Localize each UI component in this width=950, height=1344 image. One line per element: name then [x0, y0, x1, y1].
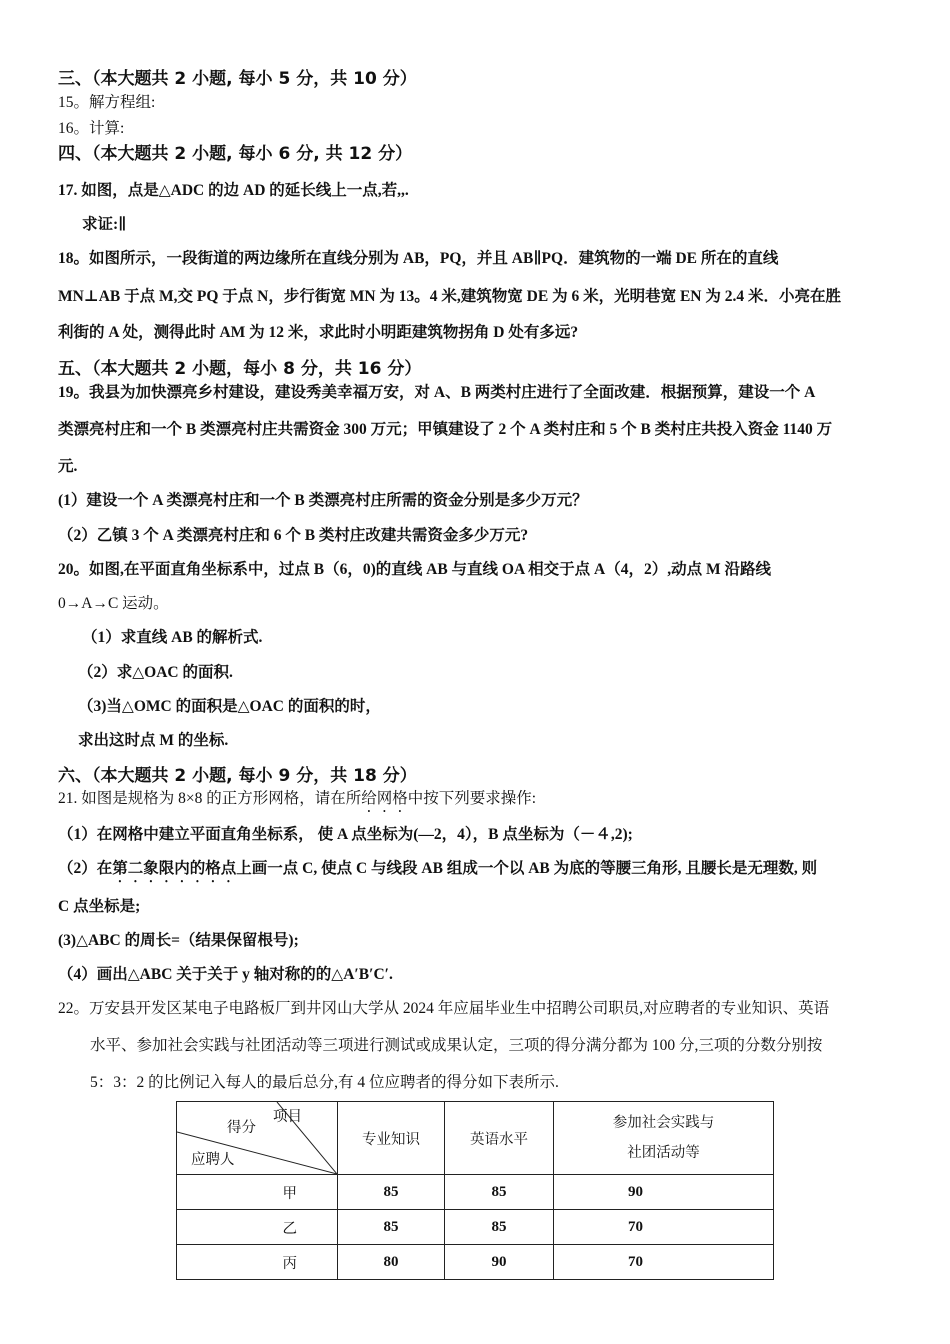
- cell-score: 85: [338, 1210, 445, 1245]
- question-19-line-1: 19。我县为加快漂亮乡村建设，建设秀美幸福万安，对 A、B 两类村庄进行了全面改建．根据预算，建设一个 A: [58, 384, 816, 401]
- question-19-sub-1: (1）建设一个 A 类漂亮村庄和一个 B 类漂亮村庄所需的资金分别是多少万元？: [58, 492, 588, 509]
- cell-score: 90: [554, 1175, 774, 1210]
- question-22-line-1: 22。万安县开发区某电子电路板厂到井冈山大学从 2024 年应届毕业生中招聘公司职员,对应聘者的专业知识、英语: [58, 1000, 830, 1017]
- question-20-line-2: 0→A→C 运动。: [58, 595, 169, 612]
- header-professional-knowledge: 专业知识: [338, 1102, 445, 1175]
- cell-score: 85: [445, 1210, 554, 1245]
- question-20-line-1: 20。如图,在平面直角坐标系中，过点 B（6，0)的直线 AB 与直线 OA 相交于点 A（4，2）,动点 M 沿路线: [58, 561, 772, 578]
- score-table: [176, 1101, 774, 1280]
- question-22-line-3: 5：3：2 的比例记入每人的最后总分,有 4 位应聘者的得分如下表所示.: [90, 1074, 559, 1091]
- header-social-practice: [554, 1102, 774, 1175]
- table-header-row: [177, 1102, 774, 1175]
- question-19-line-2: 类漂亮村庄和一个 B 类漂亮村庄共需资金 300 万元；甲镇建设了 2 个 A 类村庄和 5 个 B 类村庄共投入资金 1140 万: [58, 421, 833, 438]
- cell-score: 70: [554, 1245, 774, 1280]
- row-name: 乙: [177, 1210, 338, 1245]
- question-22-line-2: 水平、参加社会实践与社团活动等三项进行测试或成果认定，三项的得分满分都为 100 分,三项的分数分别按: [90, 1037, 823, 1054]
- question-18-line-1: 18。如图所示，一段街道的两边缘所在直线分别为 AB，PQ，并且 AB∥PQ．建筑物的一端 DE 所在的直线: [58, 250, 779, 267]
- section-3-title: 三、（本大题共 2 小题, 每小 5 分，共 10 分）: [58, 69, 417, 89]
- question-21-sub-2-emphasis: 第二象限内的格点: [112, 860, 237, 877]
- question-18-line-2: MN⊥AB 于点 M,交 PQ 于点 N，步行街宽 MN 为 13。4 米,建筑物宽 DE 为 6 米，光明巷宽 EN 为 2.4 米．小亮在胜: [58, 288, 841, 305]
- table-row: [177, 1245, 774, 1280]
- header-social-practice-line-1: 参加社会实践与: [612, 1115, 715, 1131]
- table-corner-cell: [177, 1102, 338, 1175]
- question-21-intro-c: 中按下列要求操作:: [407, 790, 537, 807]
- header-social-practice-line-2: 社团活动等: [627, 1145, 700, 1161]
- question-21-intro-emphasis: 给网格: [361, 790, 408, 807]
- question-17-line-2: 求证:∥: [82, 216, 127, 233]
- cell-score: 85: [338, 1175, 445, 1210]
- corner-label-project: 项目: [273, 1109, 302, 1125]
- question-21-sub-1: （1）在网格中建立平面直角坐标系， 使 A 点坐标为(—2，4），B 点坐标为（－４,2);: [58, 826, 633, 843]
- question-20-sub-1: （1）求直线 AB 的解析式.: [82, 629, 263, 646]
- row-name: 甲: [177, 1175, 338, 1210]
- question-20-sub-4: 求出这时点 M 的坐标.: [78, 732, 229, 749]
- question-19-sub-2: （2）乙镇 3 个 A 类漂亮村庄和 6 个 B 类村庄改建共需资金多少万元?: [58, 527, 529, 544]
- question-21-sub-2-a: （2）在: [58, 860, 113, 877]
- corner-label-applicant: 应聘人: [191, 1152, 235, 1168]
- question-21-sub-3: (3)△ABC 的周长=（结果保留根号);: [58, 932, 299, 949]
- question-15: 15。解方程组:: [58, 94, 156, 111]
- question-21-sub-2-c: 上画一点 C, 使点 C 与线段 AB 组成一个以 AB 为底的等腰三角形, 且腰长是无理数, 则: [236, 860, 818, 877]
- table-row: [177, 1175, 774, 1210]
- question-21-intro: [58, 786, 536, 816]
- question-21-sub-2: [58, 856, 817, 886]
- section-6-title: 六、（本大题共 2 小题, 每小 9 分，共 18 分）: [58, 766, 417, 786]
- question-19-line-3: 元.: [58, 458, 78, 475]
- cell-score: 80: [338, 1245, 445, 1280]
- question-18-line-3: 利街的 A 处，测得此时 AM 为 12 米，求此时小明距建筑物拐角 D 处有多远?: [58, 324, 579, 341]
- table-row: [177, 1210, 774, 1245]
- cell-score: 70: [554, 1210, 774, 1245]
- question-16: 16。计算:: [58, 120, 125, 137]
- question-21-sub-4: （4）画出△ABC 关于关于 y 轴对称的的△A′B′C′.: [58, 966, 393, 983]
- question-21-intro-a: 21. 如图是规格为 8×8 的正方形网格，请在所: [58, 790, 362, 807]
- cell-score: 90: [445, 1245, 554, 1280]
- cell-score: 85: [445, 1175, 554, 1210]
- question-17-line-1: 17. 如图，点是△ADC 的边 AD 的延长线上一点,若,,.: [58, 182, 409, 199]
- question-21-sub-2-cont: C 点坐标是;: [58, 898, 141, 915]
- section-5-title: 五、（本大题共 2 小题，每小 8 分，共 16 分）: [58, 359, 422, 379]
- row-name: 丙: [177, 1245, 338, 1280]
- question-20-sub-3: （3)当△OMC 的面积是△OAC 的面积的时，: [78, 698, 381, 715]
- question-20-sub-2: （2）求△OAC 的面积.: [78, 664, 233, 681]
- header-english-level: 英语水平: [445, 1102, 554, 1175]
- section-4-title: 四、（本大题共 2 小题, 每小 6 分, 共 12 分）: [58, 144, 413, 164]
- corner-label-score: 得分: [227, 1120, 256, 1136]
